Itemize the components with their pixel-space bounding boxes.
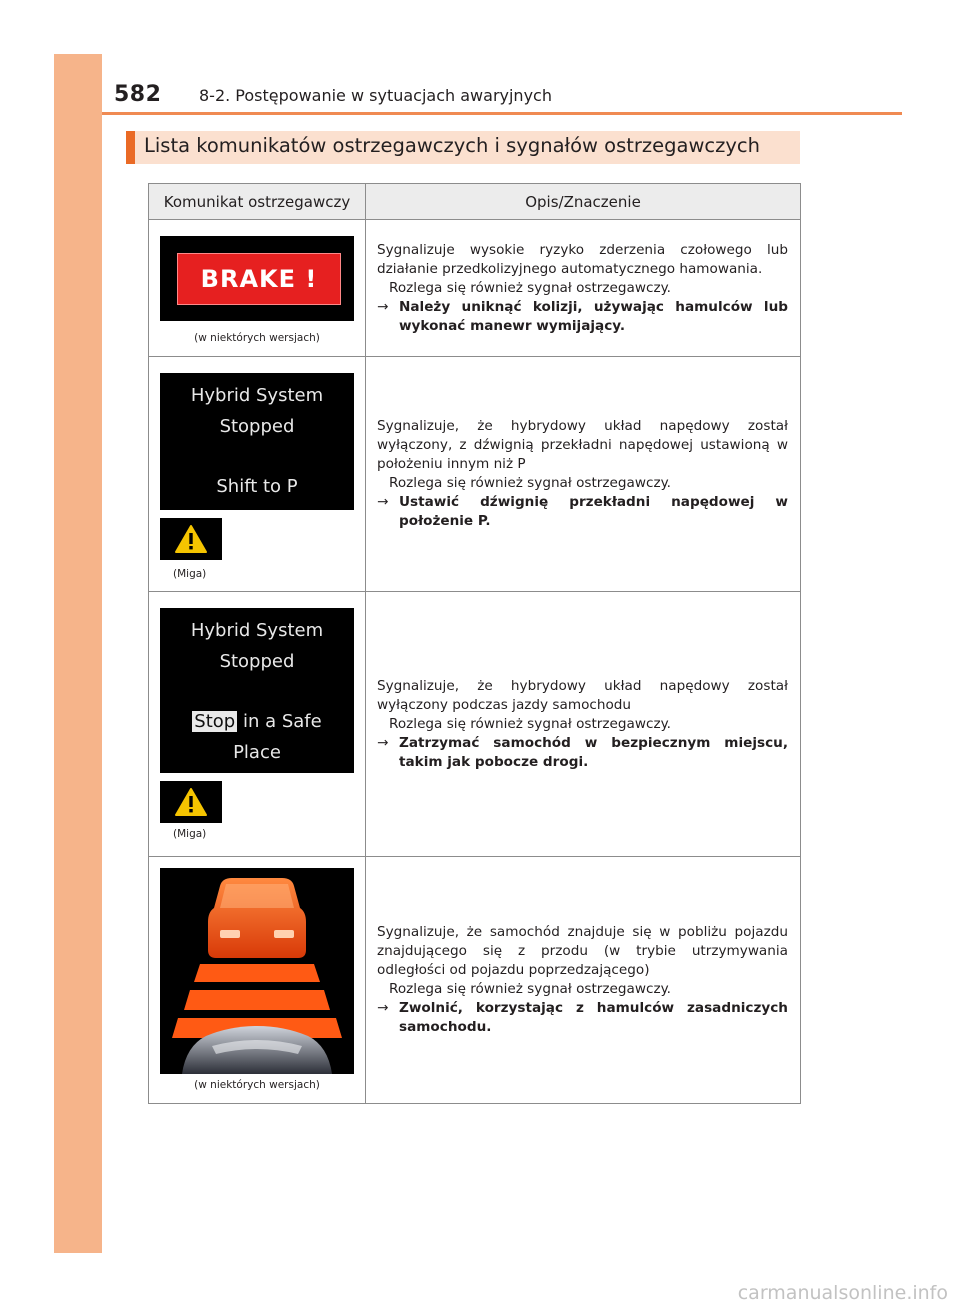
page-number: 582	[114, 82, 162, 107]
action-instruction	[377, 493, 788, 531]
screen-line: Stopped	[219, 651, 295, 672]
distance-display-screen	[160, 868, 354, 1074]
sound-note: Rozlega się również sygnał ostrzegawczy.	[389, 279, 672, 296]
warning-triangle-icon	[160, 518, 222, 560]
description-cell	[366, 220, 801, 357]
screen-line: Shift to P	[216, 476, 298, 497]
hybrid-display-screen	[160, 608, 354, 773]
sound-note: Rozlega się również sygnał ostrzegawczy.	[389, 475, 672, 491]
brake-display-screen	[160, 236, 354, 321]
version-note: (w niektórych wersjach)	[194, 1079, 320, 1091]
table-row	[149, 592, 801, 857]
blink-note: (Miga)	[173, 568, 207, 580]
action-instruction	[377, 298, 788, 336]
screen-line: Hybrid System	[190, 385, 324, 406]
screen-line-tail: in a Safe	[242, 711, 322, 732]
column-header-description: Opis/Znaczenie	[366, 184, 801, 220]
action-text: Ustawić dźwignię przekładni napędowej w położenie P.	[399, 494, 788, 529]
action-text: Należy uniknąć kolizji, używając hamulców lub wykonać manewr wymijający.	[399, 298, 788, 334]
header-rule	[102, 112, 902, 115]
front-vehicle-icon	[208, 878, 306, 958]
chapter-title: 8-2. Postępowanie w sytuacjach awaryjnych	[199, 86, 552, 105]
warning-image-cell	[149, 857, 366, 1104]
sound-note: Rozlega się również sygnał ostrzegawczy.	[389, 981, 672, 997]
screen-line	[160, 711, 354, 732]
column-header-message: Komunikat ostrzegawczy	[149, 184, 366, 220]
screen-line: Hybrid System	[190, 620, 324, 641]
warning-image-cell	[149, 592, 366, 857]
brake-warning-message: BRAKE !	[177, 253, 341, 305]
arrow-icon: →	[377, 298, 389, 315]
table-row	[149, 357, 801, 592]
table-row	[149, 220, 801, 357]
watermark: carmanualsonline.info	[737, 1282, 948, 1304]
description-cell	[366, 857, 801, 1104]
stop-highlight: Stop	[194, 711, 236, 732]
blink-note: (Miga)	[173, 828, 207, 840]
screen-line: Stopped	[219, 416, 295, 437]
description-text: Sygnalizuje, że samochód znajduje się w pobliżu pojazdu znajdującego się z przodu (w trybie utrzymywania odległości od pojazdu poprzedzającego)	[377, 924, 788, 978]
arrow-icon: →	[377, 1000, 389, 1016]
action-instruction	[377, 734, 788, 772]
version-note: (w niektórych wersjach)	[194, 332, 320, 344]
action-text: Zatrzymać samochód w bezpiecznym miejscu, takim jak pobocze drogi.	[399, 734, 788, 770]
screen-line: Place	[233, 742, 281, 763]
description-cell	[366, 357, 801, 592]
arrow-icon: →	[377, 494, 389, 510]
section-header	[126, 131, 800, 164]
arrow-icon: →	[377, 734, 389, 751]
sound-note: Rozlega się również sygnał ostrzegawczy.	[389, 715, 672, 732]
distance-warning-illustration	[160, 868, 354, 1074]
warning-image-cell	[149, 357, 366, 592]
side-color-strip	[54, 54, 102, 1253]
description-text: Sygnalizuje, że hybrydowy układ napędowy został wyłączony podczas jazdy samochodu	[377, 677, 788, 713]
warning-table	[148, 183, 801, 1104]
table-header-row	[149, 184, 801, 220]
warning-triangle-icon	[160, 781, 222, 823]
description-text: Sygnalizuje wysokie ryzyko zderzenia czołowego lub działanie przedkolizyjnego automatycznego hamowania.	[377, 241, 788, 277]
section-marker	[126, 131, 135, 164]
action-text: Zwolnić, korzystając z hamulców zasadniczych samochodu.	[399, 1000, 788, 1035]
description-text: Sygnalizuje, że hybrydowy układ napędowy został wyłączony, z dźwignią przekładni napędowej ustawioną w położeniu innym niż P	[377, 418, 788, 472]
description-cell	[366, 592, 801, 857]
action-instruction	[377, 999, 788, 1037]
table-row	[149, 857, 801, 1104]
section-title: Lista komunikatów ostrzegawczych i sygnałów ostrzegawczych	[144, 134, 761, 157]
hybrid-display-screen	[160, 373, 354, 510]
warning-image-cell	[149, 220, 366, 357]
